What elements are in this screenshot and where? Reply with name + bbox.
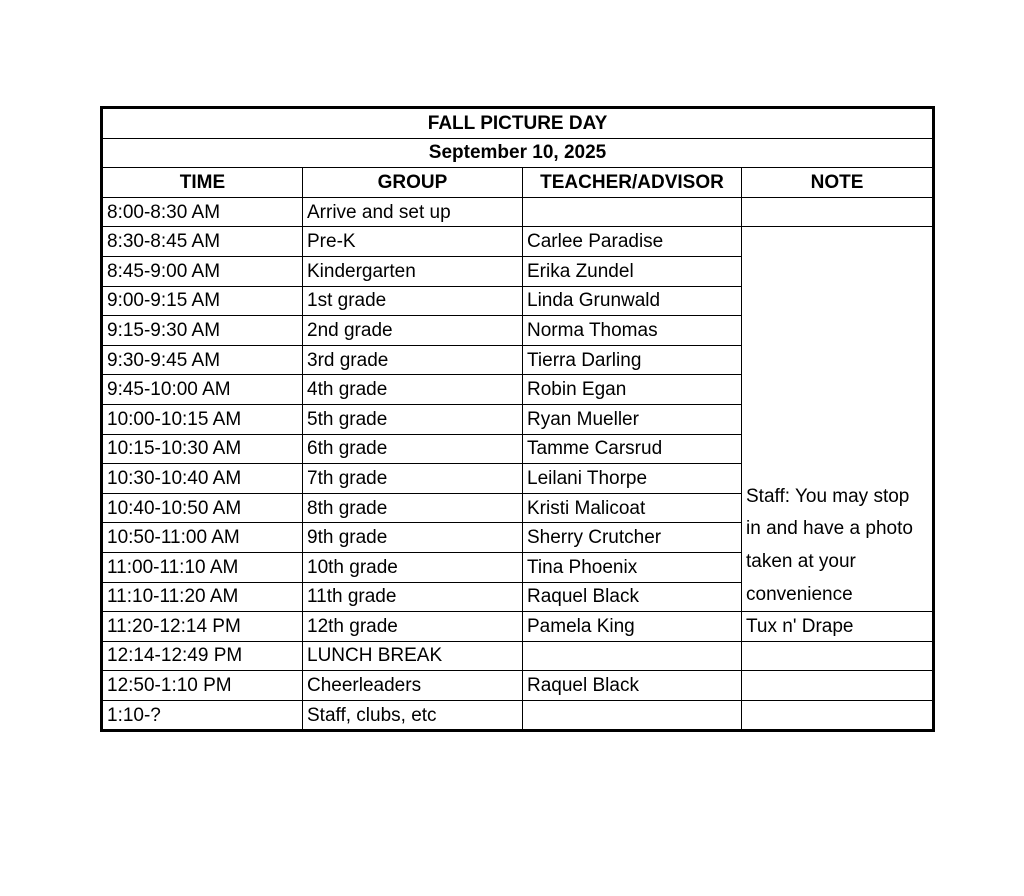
group-cell: LUNCH BREAK [303,641,523,671]
teacher-cell: Robin Egan [523,375,742,405]
group-cell: 9th grade [303,523,523,553]
time-cell: 11:20-12:14 PM [102,612,303,642]
teacher-cell: Norma Thomas [523,316,742,346]
note-cell [742,671,934,701]
group-cell: 5th grade [303,404,523,434]
teacher-cell [523,700,742,731]
table-row [102,227,934,257]
time-cell: 9:15-9:30 AM [102,316,303,346]
staff-note-line: convenience [746,583,853,605]
table-row [102,700,934,731]
table-row [102,671,934,701]
column-header-time: TIME [102,168,303,198]
group-cell: Pre-K [303,227,523,257]
group-cell: 8th grade [303,493,523,523]
staff-note-line: Staff: You may stop [746,485,910,507]
teacher-cell: Tamme Carsrud [523,434,742,464]
note-cell [742,700,934,731]
group-cell: 10th grade [303,552,523,582]
group-cell: 4th grade [303,375,523,405]
time-cell: 10:50-11:00 AM [102,523,303,553]
time-cell: 10:00-10:15 AM [102,404,303,434]
teacher-cell: Carlee Paradise [523,227,742,257]
teacher-cell: Sherry Crutcher [523,523,742,553]
group-cell: 6th grade [303,434,523,464]
header-row [102,168,934,198]
title-row [102,108,934,139]
note-cell [742,641,934,671]
time-cell: 8:30-8:45 AM [102,227,303,257]
schedule-title: FALL PICTURE DAY [102,108,934,139]
note-cell [742,197,934,227]
teacher-cell [523,197,742,227]
teacher-cell: Raquel Black [523,671,742,701]
time-cell: 11:00-11:10 AM [102,552,303,582]
time-cell: 1:10-? [102,700,303,731]
group-cell: 3rd grade [303,345,523,375]
teacher-cell: Erika Zundel [523,256,742,286]
time-cell: 8:00-8:30 AM [102,197,303,227]
table-row [102,612,934,642]
teacher-cell: Kristi Malicoat [523,493,742,523]
group-cell: 2nd grade [303,316,523,346]
time-cell: 12:50-1:10 PM [102,671,303,701]
time-cell: 8:45-9:00 AM [102,256,303,286]
group-cell: 7th grade [303,464,523,494]
teacher-cell: Linda Grunwald [523,286,742,316]
group-cell: Kindergarten [303,256,523,286]
staff-note-line: taken at your [746,550,856,572]
date-row [102,138,934,168]
group-cell: 12th grade [303,612,523,642]
teacher-cell: Pamela King [523,612,742,642]
time-cell: 10:30-10:40 AM [102,464,303,494]
teacher-cell [523,641,742,671]
staff-note-line: in and have a photo [746,518,913,540]
group-cell: Staff, clubs, etc [303,700,523,731]
time-cell: 9:45-10:00 AM [102,375,303,405]
teacher-cell: Leilani Thorpe [523,464,742,494]
teacher-cell: Ryan Mueller [523,404,742,434]
group-cell: 1st grade [303,286,523,316]
time-cell: 9:30-9:45 AM [102,345,303,375]
teacher-cell: Raquel Black [523,582,742,612]
group-cell: 11th grade [303,582,523,612]
group-cell: Cheerleaders [303,671,523,701]
table-row [102,197,934,227]
column-header-group: GROUP [303,168,523,198]
time-cell: 12:14-12:49 PM [102,641,303,671]
teacher-cell: Tina Phoenix [523,552,742,582]
column-header-teacher: TEACHER/ADVISOR [523,168,742,198]
schedule-date: September 10, 2025 [102,138,934,168]
teacher-cell: Tierra Darling [523,345,742,375]
staff-note-cell [742,227,934,612]
column-header-note: NOTE [742,168,934,198]
time-cell: 11:10-11:20 AM [102,582,303,612]
tux-note-cell: Tux n' Drape [742,612,934,642]
time-cell: 10:40-10:50 AM [102,493,303,523]
time-cell: 10:15-10:30 AM [102,434,303,464]
group-cell: Arrive and set up [303,197,523,227]
table-row [102,641,934,671]
time-cell: 9:00-9:15 AM [102,286,303,316]
picture-day-schedule-table [100,106,935,732]
